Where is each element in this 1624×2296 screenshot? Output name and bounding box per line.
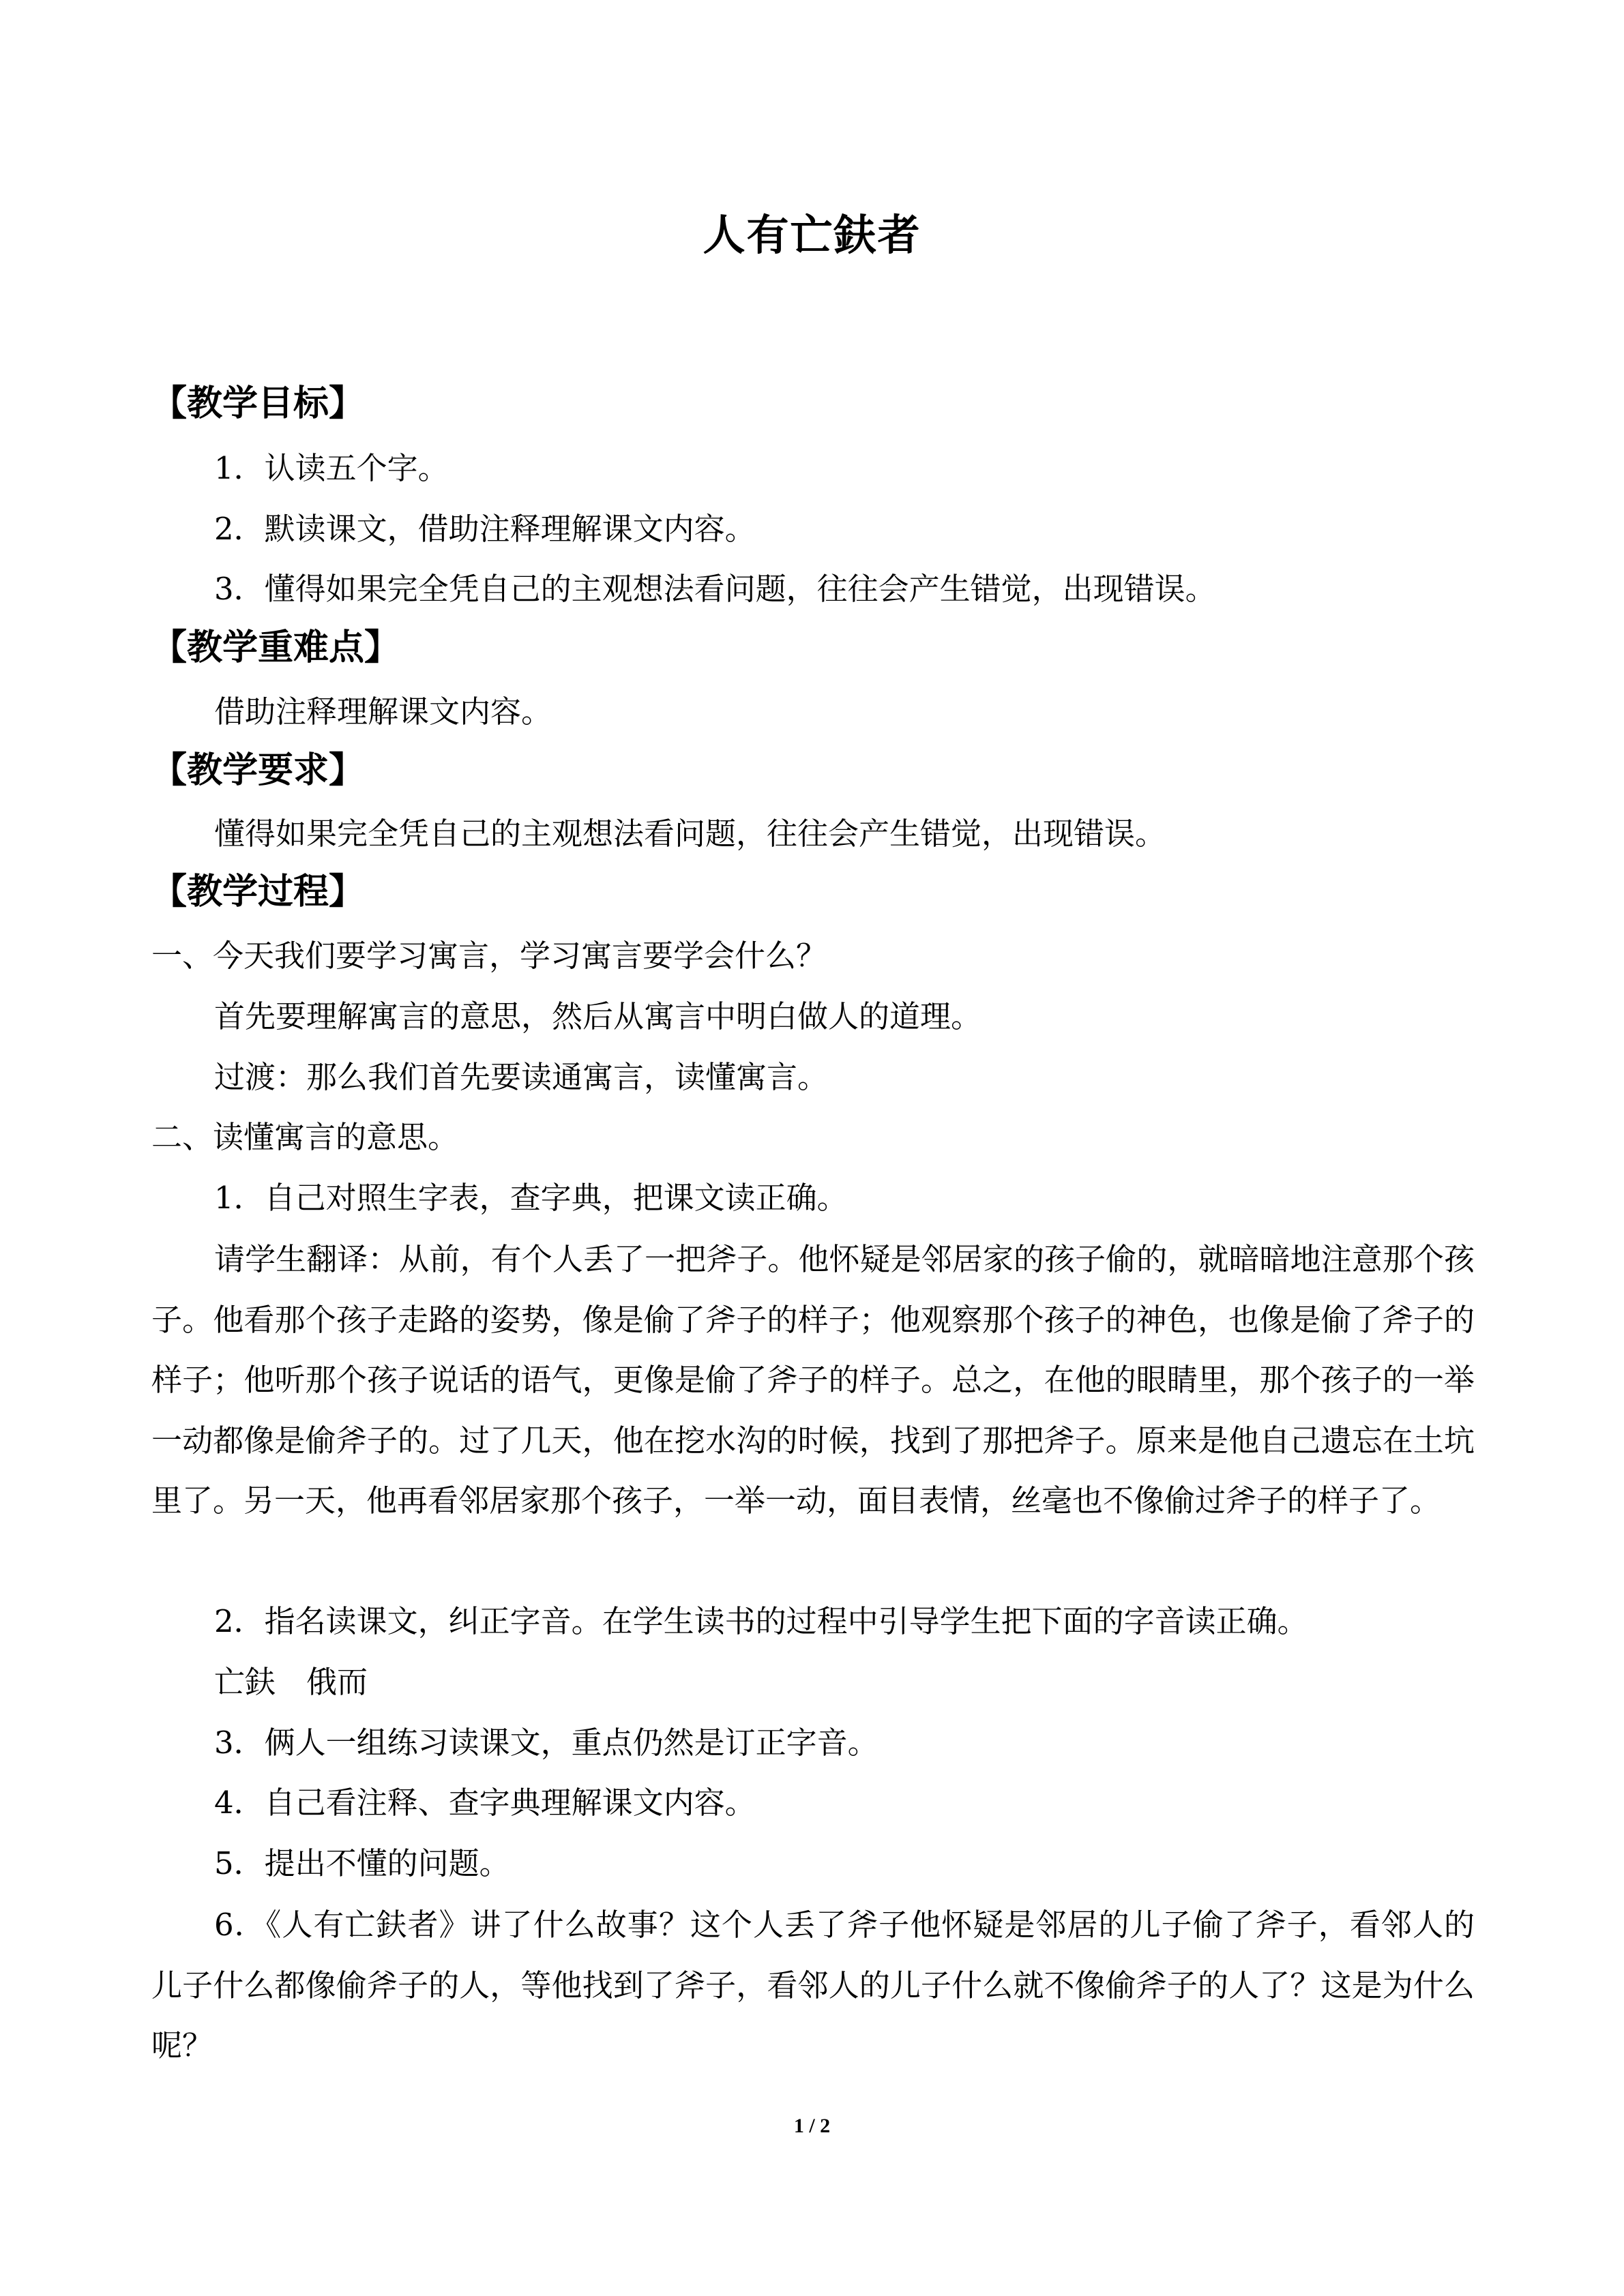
heading-teaching-goals: 【教学目标】 — [151, 383, 365, 424]
page-number: 1 / 2 — [793, 2115, 831, 2137]
process-part1-line2: 过渡：那么我们首先要读通寓言，读懂寓言。 — [214, 1059, 829, 1095]
goal-item-2: 2．默读课文，借助注释理解课文内容。 — [214, 511, 756, 547]
process-part1-title: 一、今天我们要学习寓言，学习寓言要学会什么？ — [151, 938, 827, 974]
process-step-2: 2．指名读课文，纠正字音。在学生读书的过程中引导学生把下面的字音读正确。 — [214, 1603, 1308, 1639]
heading-teaching-process: 【教学过程】 — [151, 871, 365, 912]
process-step-4: 4．自己看注释、查字典理解课文内容。 — [214, 1785, 756, 1821]
requirements-text: 懂得如果完全凭自己的主观想法看问题，往往会产生错觉，出现错误。 — [214, 816, 1166, 852]
process-part2-title: 二、读懂寓言的意思。 — [151, 1119, 459, 1155]
process-part1-line1: 首先要理解寓言的意思，然后从寓言中明白做人的道理。 — [214, 998, 982, 1034]
heading-requirements: 【教学要求】 — [151, 750, 365, 791]
key-points-text: 借助注释理解课文内容。 — [214, 694, 552, 730]
process-step-6: 6．《人有亡鈇者》讲了什么故事？这个人丢了斧子他怀疑是邻居的儿子偷了斧子，看邻人的儿子什么都像偷斧子的人，等他找到了斧子，看邻人的儿子什么就不像偷斧子的人了？这是为什么呢？ — [151, 1907, 1475, 2064]
process-words: 亡鈇 俄而 — [214, 1664, 368, 1700]
heading-key-points: 【教学重难点】 — [151, 627, 400, 668]
process-step-1: 1．自己对照生字表，查字典，把课文读正确。 — [214, 1180, 848, 1216]
document-title: 人有亡鈇者 — [703, 210, 921, 260]
process-step-5: 5．提出不懂的问题。 — [214, 1845, 510, 1881]
translation-paragraph: 请学生翻译：从前，有个人丢了一把斧子。他怀疑是邻居家的孩子偷的，就暗暗地注意那个孩子。他看那个孩子走路的姿势，像是偷了斧子的样子；他观察那个孩子的神色，也像是偷了斧子的样子；他听那个孩子说话的语气，更像是偷了斧子的样子。总之，在他的眼睛里，那个孩子的一举一动都像是偷斧子的。过了几天，他在挖水沟的时候，找到了那把斧子。原来是他自己遗忘在土坑里了。另一天，他再看邻居家那个孩子，一举一动，面目表情，丝毫也不像偷过斧子的样子了。 — [151, 1241, 1475, 1519]
process-step-3: 3．俩人一组练习读课文，重点仍然是订正字音。 — [214, 1725, 879, 1761]
goal-item-3: 3．懂得如果完全凭自己的主观想法看问题，往往会产生错觉，出现错误。 — [214, 571, 1216, 607]
goal-item-1: 1．认读五个字。 — [214, 450, 449, 486]
